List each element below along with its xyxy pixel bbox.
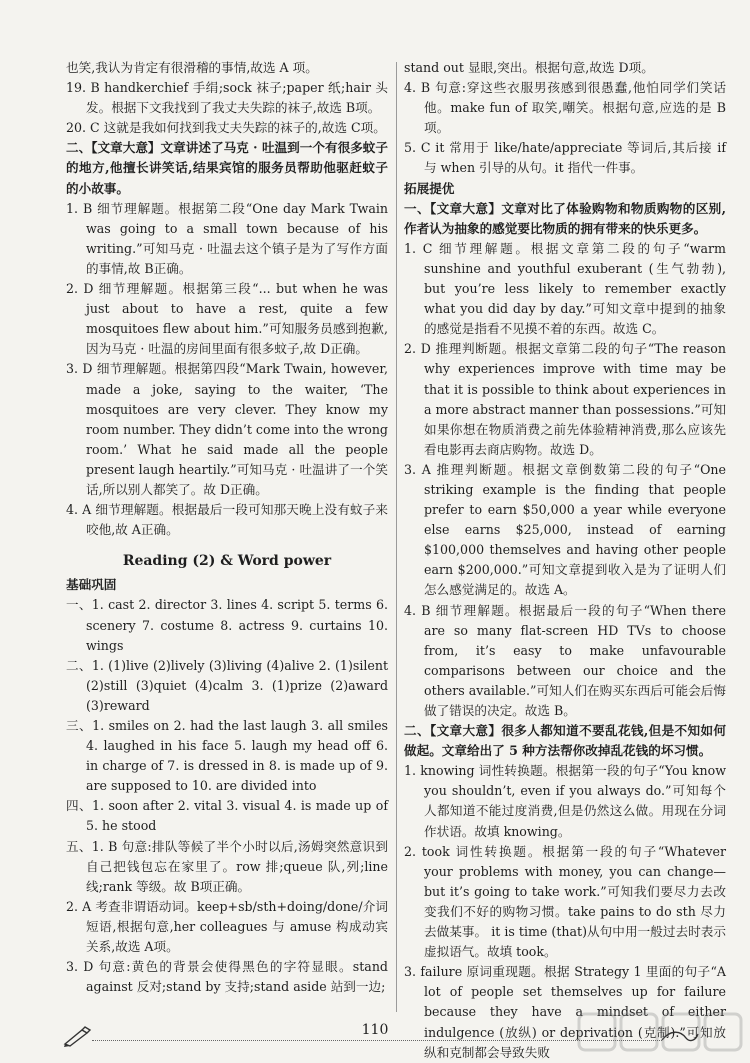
answer-item: 3. D 句意:黄色的背景会使得黑色的字符显眼。stand against 反对;stand by 支持;stand aside 站到一边; xyxy=(66,959,388,995)
passage-summary: 二、【文章大意】文章讲述了马克 · 吐温到一个有很多蚊子的地方,他擅长讲笑话,结果宾馆的服务员帮助他驱赶蚊子的小故事。 xyxy=(66,140,388,196)
section-subheading: 基础巩固 xyxy=(66,577,117,593)
pen-icon xyxy=(62,1024,94,1048)
answer-item: 4. A 细节理解题。根据最后一段可知那天晚上没有蚊子来咬他,故 A正确。 xyxy=(66,502,388,538)
right-column xyxy=(404,58,726,1063)
answer-item: 3. D 细节理解题。根据第四段“Mark Twain, however, made a joke, saying to the waiter, ‘The mosquitoes are very clever. They know my room number. They didn’t come into the wrong room.’ What he said made all the people present laugh heartily.”可知马克 · 吐温讲了一个笑话,所以别人都笑了。故 D正确。 xyxy=(66,361,388,497)
answer-item: 19. B handkerchief 手绢;sock 袜子;paper 纸;hair 头发。根据下文我找到了我丈夫失踪的袜子,故选 B项。 xyxy=(66,80,388,116)
answer-item: 2. took 词性转换题。根据第一段的句子“Whatever your problems with money, you can change—but it’s going to take work.”可知我们要尽力去改变我们不好的购物习惯。take pains to do sth 尽力去做某事。 it is time (that)从句中用一般过去时表示虚拟语气。故填 took。 xyxy=(404,843,726,960)
left-column xyxy=(66,58,388,997)
passage-summary: 一、【文章大意】文章对比了体验购物和物质购物的区别,作者认为抽象的感觉要比物质的拥有带来的快乐更多。 xyxy=(404,200,726,236)
answer-item: 2. A 考查非谓语动词。keep+sb/sth+doing/done/介词短语,根据句意,her colleagues 与 amuse 构成动宾关系,故选 A项。 xyxy=(66,898,388,955)
answer-item: 2. D 推理判断题。根据文章第二段的句子“The reason why experiences improve with time may be that it is possible to think about experiences in a more abstract manner than possessions.”可知如果你想在物质消费之前先体验精神消费,那么应该先看电影再去商店购物。故选 D。 xyxy=(404,341,726,457)
answer-item: 1. C 细节理解题。根据文章第二段的句子“warm sunshine and youthful exuberant (生气勃勃), but you’re less likely to remember exactly what you did day by day.”可知文章中提到的抽象的感觉是指看不见摸不着的东西。故选 C。 xyxy=(404,240,726,337)
answer-item: 1. knowing 词性转换题。根据第一段的句子“You know you shouldn’t, even if you always do.”可知每个人都知道不能过度消费,但是仍然这么做。用现在分词作状语。故填 knowing。 xyxy=(404,763,726,839)
answer-item: 二、1. (1)live (2)lively (3)living (4)alive 2. (1)silent (2)still (3)quiet (4)calm 3. (1)prize (2)award (3)reward xyxy=(66,657,388,713)
answer-item: 1. B 细节理解题。根据第二段“One day Mark Twain was going to a small town because of his writing.”可知马克 · 吐温去这个镇子是为了写作方面的事情,故 B正确。 xyxy=(66,200,388,276)
section-subheading: 拓展提优 xyxy=(404,180,455,196)
page-number: 110 xyxy=(361,1022,389,1038)
answer-item: 5. C it 常用于 like/hate/appreciate 等词后,其后接 if 与 when 引导的从句。it 指代一件事。 xyxy=(404,140,726,176)
answer-item: 3. A 推理判断题。根据文章倒数第二段的句子“One striking example is the finding that people prefer to earn $50,000 a year while everyone else earns $25,000, instead of earning $100,000 themselves and having other people earn $200,000.”可知文章提到收入是为了证明人们怎么感觉满足的。故选 A。 xyxy=(404,461,726,598)
answer-item: 3. failure 原词重现题。根据 Strategy 1 里面的句子“A lot of people set themselves up for failure because they have a mindset of either indulgence (放纵) or deprivation (克制).”可知放纵和克制都会导致失败 xyxy=(404,964,726,1060)
passage-summary: 二、【文章大意】很多人都知道不要乱花钱,但是不知如何做起。文章给出了 5 种方法帮你改掉乱花钱的坏习惯。 xyxy=(404,723,726,759)
column-divider xyxy=(396,62,397,1012)
answer-item: 五、1. B 句意:排队等候了半个小时以后,汤姆突然意识到自己把钱包忘在家里了。row 排;queue 队,列;line 线;rank 等级。故 B项正确。 xyxy=(66,838,388,894)
answer-item: 2. D 细节理解题。根据第三段“... but when he was just about to have a rest, quite a few mosquitoes flew about him.”可知服务员感到抱歉,因为马克 · 吐温的房间里面有很多蚊子,故 D正确。 xyxy=(66,281,388,357)
answer-item: 三、1. smiles on 2. had the last laugh 3. all smiles 4. laughed in his face 5. laugh my head off 6. in charge of 7. is dressed in 8. is made up of 9. are supposed to 10. are divided into xyxy=(66,718,388,794)
watermark-logo-icon xyxy=(575,1010,745,1056)
section-title: Reading (2) & Word power xyxy=(122,553,332,570)
answer-item: 一、1. cast 2. director 3. lines 4. script 5. terms 6. scenery 7. costume 8. actress 9. curtains 10. wings xyxy=(66,597,388,653)
answer-item: 4. B 细节理解题。根据最后一段的句子“When there are so many flat-screen HD TVs to choose from, it’s easy to make unfavourable comparisons between our choice and the others available.”可知人们在购买东西后可能会后悔做了错误的决定。故选 B。 xyxy=(404,602,726,718)
answer-item: 也笑,我认为肯定有很滑稽的事情,故选 A 项。 xyxy=(66,60,318,75)
answer-item: stand out 显眼,突出。根据句意,故选 D项。 xyxy=(404,60,654,75)
answer-item: 四、1. soon after 2. vital 3. visual 4. is made up of 5. he stood xyxy=(66,798,388,834)
answer-item: 4. B 句意:穿这些衣服男孩感到很愚蠢,他怕同学们笑话他。make fun of 取笑,嘲笑。根据句意,应选的是 B项。 xyxy=(404,80,726,136)
answer-item: 20. C 这就是我如何找到我丈夫失踪的袜子的,故选 C项。 xyxy=(66,120,386,136)
